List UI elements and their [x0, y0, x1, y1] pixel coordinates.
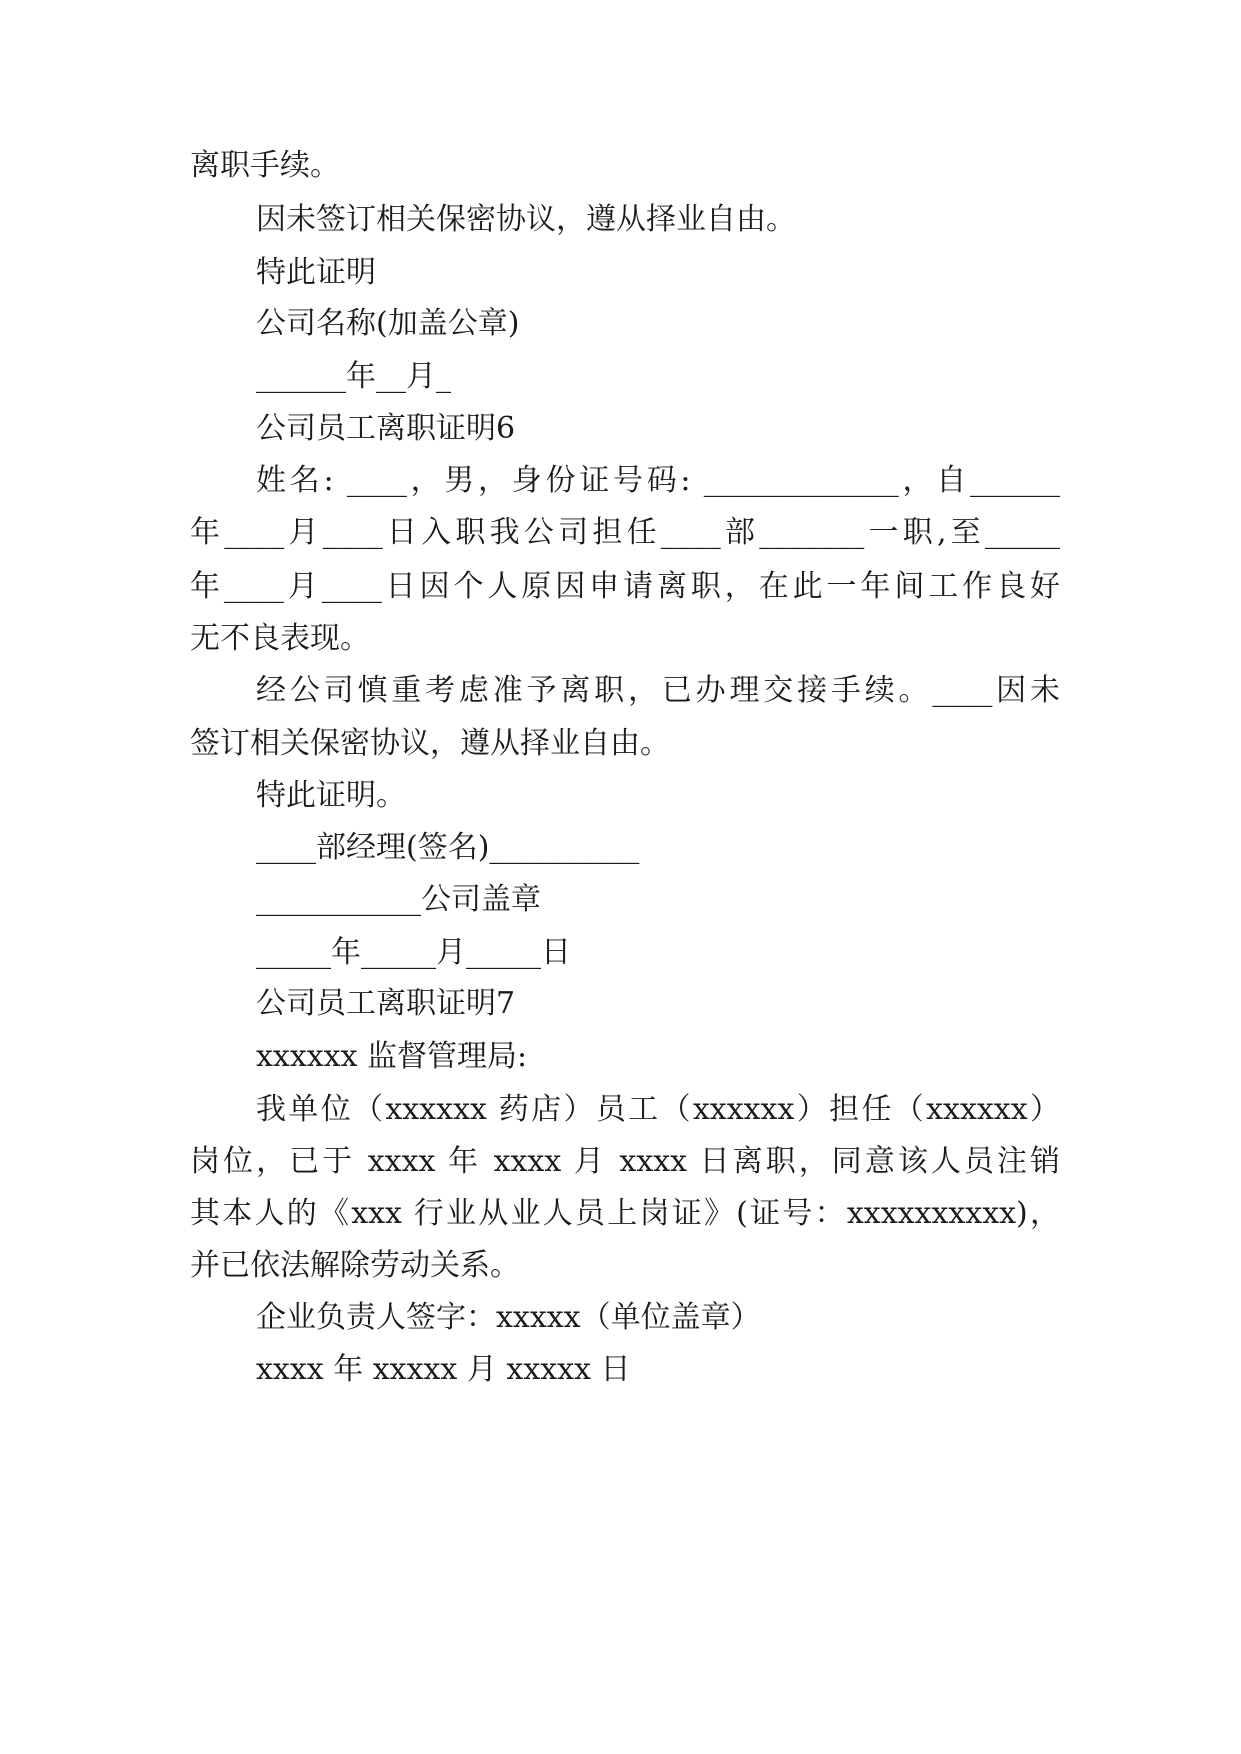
signature-line: 企业负责人签字：xxxxx（单位盖章）: [256, 1300, 761, 1335]
text-line: 因未签订相关保密协议，遵从择业自由。: [256, 202, 796, 237]
text-line: 姓名: ____，男，身份证号码: _____________，自______: [256, 463, 1060, 498]
date-line: ______年__月_: [256, 359, 451, 394]
text-line: 签订相关保密协议，遵从择业自由。: [190, 726, 670, 761]
seal-line: ___________公司盖章: [256, 882, 541, 917]
text-line: 无不良表现。: [190, 621, 370, 656]
text-line: 并已依法解除劳动关系。: [190, 1248, 520, 1283]
section-heading: 公司员工离职证明7: [256, 986, 516, 1021]
text-line: 其本人的《xxx 行业从业人员上岗证》(证号：xxxxxxxxxx)，: [190, 1196, 1060, 1231]
date-line: xxxx 年 xxxxx 月 xxxxx 日: [256, 1352, 631, 1387]
section-heading: 公司员工离职证明6: [256, 411, 516, 446]
text-line: 我单位（xxxxxx 药店）员工（xxxxxx）担任（xxxxxx）: [256, 1092, 1060, 1127]
addressee-line: xxxxxx 监督管理局:: [256, 1039, 528, 1074]
text-line: 特此证明: [256, 255, 376, 290]
text-line: 年____月____日入职我公司担任____部_______一职,至_____: [190, 515, 1060, 550]
date-line: _____年_____月_____日: [256, 935, 571, 970]
text-line: 岗位，已于 xxxx 年 xxxx 月 xxxx 日离职，同意该人员注销: [190, 1144, 1060, 1179]
company-name-line: 公司名称(加盖公章): [256, 306, 520, 341]
text-line: 特此证明。: [256, 778, 406, 813]
text-line: 年____月____日因个人原因申请离职，在此一年间工作良好: [190, 569, 1060, 604]
text-line: 离职手续。: [190, 148, 340, 183]
signature-line: ____部经理(签名)__________: [256, 830, 640, 865]
text-line: 经公司慎重考虑准予离职，已办理交接手续。____因未: [256, 673, 1060, 708]
